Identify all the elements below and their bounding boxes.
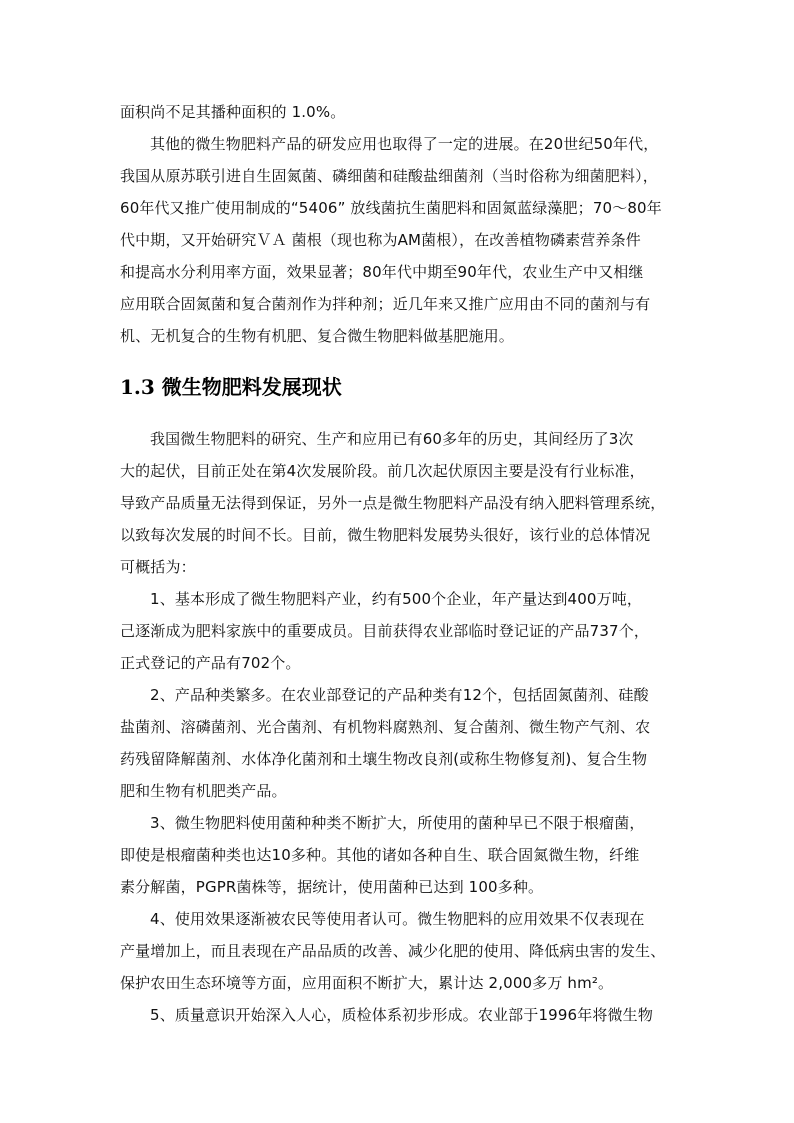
- text-line: 应用联合固氮菌和复合菌剂作为拌种剂；近几年来又推广应用由不同的菌剂与有: [120, 295, 651, 313]
- list-item-4-line: 4、使用效果逐渐被农民等使用者认可。微生物肥料的应用效果不仅表现在: [150, 910, 645, 928]
- text-line: 我国微生物肥料的研究、生产和应用已有60多年的历史，其间经历了3次: [150, 430, 634, 448]
- text-line: 以致每次发展的时间不长。目前，微生物肥料发展势头很好，该行业的总体情况: [120, 526, 651, 544]
- text-line: 我国从原苏联引进自生固氮菌、磷细菌和硅酸盐细菌剂（当时俗称为细菌肥料），: [120, 167, 658, 185]
- list-item-5-line: 5、质量意识开始深入人心，质检体系初步形成。农业部于1996年将微生物: [150, 1006, 653, 1024]
- text-line: 机、无机复合的生物有机肥、复合微生物肥料做基肥施用。: [120, 327, 514, 345]
- list-item-1-line: 己逐渐成为肥料家族中的重要成员。目前获得农业部临时登记证的产品737个，: [120, 622, 650, 640]
- text-line: 可概括为：: [120, 558, 196, 576]
- list-item-4-line: 保护农田生态环境等方面，应用面积不断扩大，累计达 2,000多万 hm²。: [120, 974, 614, 992]
- text-line: 其他的微生物肥料产品的研发应用也取得了一定的进展。在20世纪50年代，: [150, 135, 659, 153]
- text-line: 导致产品质量无法得到保证，另外一点是微生物肥料产品没有纳入肥料管理系统，: [120, 494, 666, 512]
- list-item-2-line: 2、产品种类繁多。在农业部登记的产品种类有12个，包括固氮菌剂、硅酸: [150, 686, 649, 704]
- list-item-4-line: 产量增加上，而且表现在产品品质的改善、减少化肥的使用、降低病虫害的发生、: [120, 942, 666, 960]
- section-heading: 1.3 微生物肥料发展现状: [120, 375, 342, 399]
- list-item-3-line: 素分解菌，PGPR菌株等，据统计，使用菌种已达到 100多种。: [120, 878, 544, 896]
- text-line: 代中期，又开始研究ＶＡ 菌根（现也称为AM菌根），在改善植物磷素营养条件: [120, 231, 641, 249]
- list-item-2-line: 药残留降解菌剂、水体净化菌剂和土壤生物改良剂(或称生物修复剂)、复合生物: [120, 750, 648, 768]
- list-item-3-line: 3、微生物肥料使用菌种种类不断扩大，所使用的菌种早已不限于根瘤菌，: [150, 814, 645, 832]
- list-item-2-line: 盐菌剂、溶磷菌剂、光合菌剂、有机物料腐熟剂、复合菌剂、微生物产气剂、农: [120, 718, 651, 736]
- text-line: 大的起伏，目前正处在第4次发展阶段。前几次起伏原因主要是没有行业标准，: [120, 462, 645, 480]
- list-item-1-line: 1、基本形成了微生物肥料产业，约有500个企业，年产量达到400万吨，: [150, 590, 643, 608]
- text-line: 60年代又推广使用制成的“5406” 放线菌抗生菌肥料和固氮蓝绿藻肥；70～80年: [120, 199, 662, 217]
- list-item-1-line: 正式登记的产品有702个。: [120, 654, 301, 672]
- text-line: 面积尚不足其播种面积的 1.0%。: [120, 103, 346, 121]
- text-line: 和提高水分利用率方面，效果显著；80年代中期至90年代，农业生产中又相继: [120, 263, 644, 281]
- list-item-2-line: 肥和生物有机肥类产品。: [120, 782, 287, 800]
- list-item-3-line: 即使是根瘤菌种类也达10多种。其他的诸如各种自生、联合固氮微生物，纤维: [120, 846, 640, 864]
